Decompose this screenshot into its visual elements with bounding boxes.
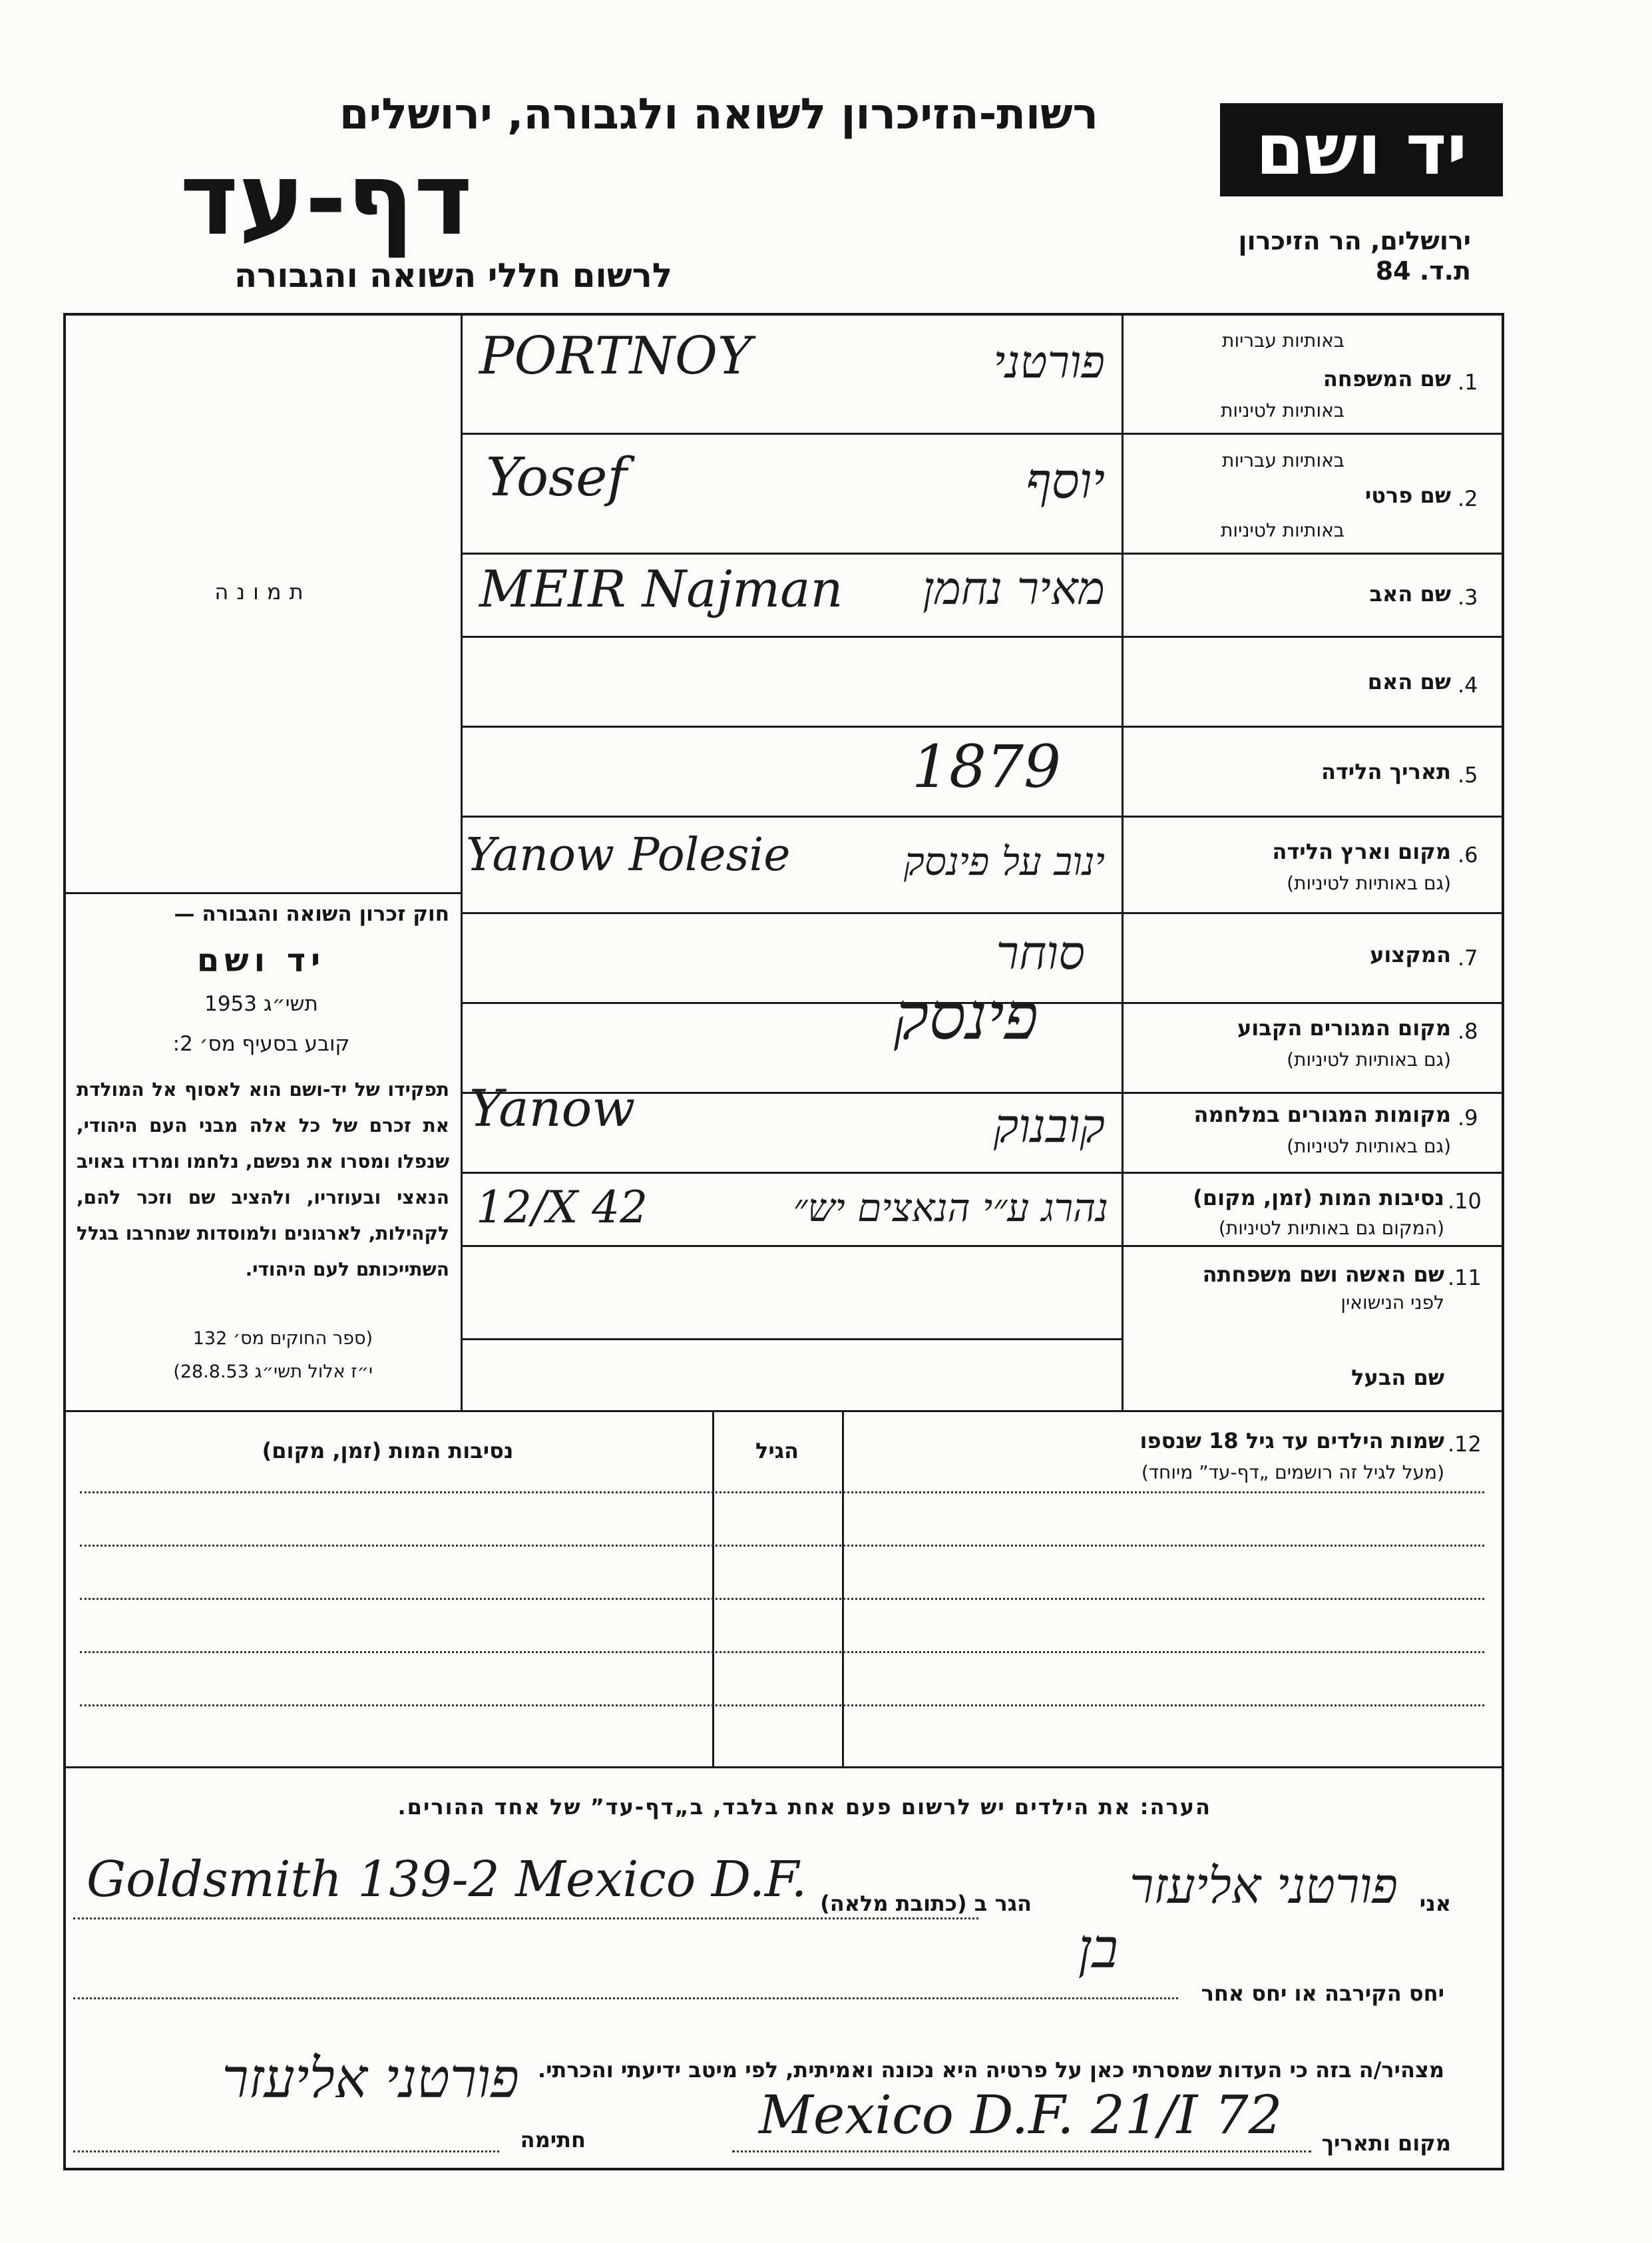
value-sep xyxy=(461,433,1124,435)
field-9-hint: (גם באותיות לטיניות) xyxy=(1287,1135,1451,1157)
children-age-header: הגיל xyxy=(755,1438,799,1463)
field-2-latin-hint: באותיות לטיניות xyxy=(1221,519,1344,541)
field-4-number: .4 xyxy=(1458,672,1478,698)
row-sep xyxy=(1122,636,1504,638)
field-2-hebrew-hint: באותיות עבריות xyxy=(1222,449,1344,471)
birth-date-value: 1879 xyxy=(912,732,1061,801)
row-sep xyxy=(1122,553,1504,555)
divider-photo-bottom xyxy=(63,892,463,894)
declaration-text: מצהיר/ה בזה כי העדות שמסרתי כאן על פרטיה היא נכונה ואמיתית, לפי מיטב ידיעתי והכרתי. xyxy=(537,2057,1444,2083)
field-8-hint: (גם באותיות לטיניות) xyxy=(1287,1049,1451,1071)
value-sep xyxy=(461,636,1124,638)
children-row-line xyxy=(80,1545,1484,1547)
law-title: חוק זכרון השואה והגבורה — xyxy=(174,902,449,926)
relation-label: יחס הקירבה או יחס אחר xyxy=(1201,1981,1444,2006)
field-10-label: נסיבות המות (זמן, מקום) xyxy=(1193,1185,1444,1210)
witness-relation: בן xyxy=(1078,1917,1118,1981)
war-residence-latin: Yanow xyxy=(469,1079,636,1138)
field-1-number: .1 xyxy=(1458,370,1478,395)
value-sep xyxy=(461,1245,1124,1247)
law-year: תשי״ג 1953 xyxy=(204,992,318,1016)
field-2-label: שם פרטי xyxy=(1364,483,1451,508)
value-sep xyxy=(461,816,1124,818)
field-11-number: .11 xyxy=(1448,1265,1482,1290)
value-sep xyxy=(461,1172,1124,1174)
yad-vashem-logo: יד ושם xyxy=(1220,103,1503,196)
row-sep xyxy=(1122,1092,1504,1094)
children-row-line xyxy=(80,1651,1484,1653)
birth-place-latin: Yanow Polesie xyxy=(466,829,791,881)
place-and-date-value: Mexico D.F. 21/I 72 xyxy=(759,2084,1283,2146)
father-name-latin: MEIR Najman xyxy=(479,559,843,619)
field-10-hint: (המקום גם באותיות לטיניות) xyxy=(1218,1217,1444,1239)
profession-value: סוחר xyxy=(996,925,1085,980)
children-col-divider xyxy=(712,1410,714,1766)
authority-title: רשות-הזיכרון לשואה ולגבורה, ירושלים xyxy=(339,90,1098,139)
field-1-hebrew-hint: באותיות עבריות xyxy=(1222,330,1344,352)
residence-value: פינסק xyxy=(893,979,1038,1055)
row-sep xyxy=(1122,726,1504,728)
witness-signature: פורטני אליעזר xyxy=(222,2047,519,2111)
children-row-line xyxy=(80,1598,1484,1600)
field-8-number: .8 xyxy=(1458,1019,1478,1044)
field-11-label: שם האשה ושם משפחתה xyxy=(1202,1262,1444,1287)
field-3-number: .3 xyxy=(1458,585,1478,610)
photo-placeholder-label: תמונה xyxy=(214,579,311,605)
field-12-label: שמות הילדים עד גיל 18 שנספו xyxy=(1139,1428,1444,1453)
document-subtitle: לרשום חללי השואה והגבורה xyxy=(234,256,672,295)
law-name: יד ושם xyxy=(196,942,326,979)
children-row-line xyxy=(80,1704,1484,1706)
row-sep xyxy=(1122,433,1504,435)
signature-label: חתימה xyxy=(520,2127,586,2152)
law-body: תפקידו של יד-ושם הוא לאסוף אל המולדת את זכרם של כל אלה מבני העם היהודי, שנפלו ומסרו את נפשם, נלחמו ומרדו באויב הנאצי ובעוזריו, ולהציב שם וזכר להם, לקהילות, לארגונים ולמוסדות שנחרבו בגלל השתייכותם לעם היהודי. xyxy=(77,1079,449,1280)
row-sep xyxy=(1122,1172,1504,1174)
field-12-number: .12 xyxy=(1448,1431,1482,1457)
law-reference-2: י״ז אלול תשי״ג 28.8.53) xyxy=(173,1362,373,1382)
field-1-latin-hint: באותיות לטיניות xyxy=(1221,399,1344,421)
field-7-number: .7 xyxy=(1458,945,1478,971)
birth-place-hebrew: ינוב על פינסק xyxy=(903,839,1105,884)
address-line-2: ת.ד. 84 xyxy=(1375,256,1471,286)
children-section-top xyxy=(63,1410,1504,1412)
field-12-hint: (מעל לגיל זה רושמים „דף-עד” מיוחד) xyxy=(1141,1461,1444,1483)
field-9-number: .9 xyxy=(1458,1105,1478,1130)
witness-name: פורטני אליעזר xyxy=(1129,1858,1398,1915)
field-6-number: .6 xyxy=(1458,842,1478,868)
row-sep xyxy=(1122,912,1504,914)
father-name-hebrew: מאיר נחמן xyxy=(923,563,1105,615)
value-sep xyxy=(461,912,1124,914)
field-2-number: .2 xyxy=(1458,486,1478,511)
relation-line xyxy=(73,1997,1178,1999)
field-4-label: שם האם xyxy=(1367,669,1451,694)
first-name-hebrew: יוסף xyxy=(1026,453,1105,510)
children-col-divider xyxy=(842,1410,844,1766)
children-row-line xyxy=(80,1491,1484,1493)
first-name-latin: Yosef xyxy=(486,446,628,508)
place-date-label: מקום ותאריך xyxy=(1321,2130,1451,2156)
children-section-bottom xyxy=(63,1766,1504,1768)
field-5-number: .5 xyxy=(1458,762,1478,788)
signature-line xyxy=(73,2150,499,2152)
address-line-1: ירושלים, הר הזיכרון xyxy=(1238,226,1471,256)
row-sep xyxy=(1122,1245,1504,1247)
law-section: קובע בסעיף מס׳ 2: xyxy=(172,1032,350,1056)
document-title: דף-עד xyxy=(180,142,473,258)
field-7-label: המקצוע xyxy=(1370,942,1451,967)
family-name-latin: PORTNOY xyxy=(479,326,752,386)
field-10-number: .10 xyxy=(1448,1188,1482,1214)
value-sep xyxy=(461,1338,1124,1340)
field-8-label: מקום המגורים הקבוע xyxy=(1237,1015,1451,1041)
value-sep xyxy=(461,553,1124,555)
field-3-label: שם האב xyxy=(1369,581,1451,607)
field-6-hint: (גם באותיות לטיניות) xyxy=(1287,872,1451,894)
children-death-header: נסיבות המות (זמן, מקום) xyxy=(262,1438,514,1463)
row-sep xyxy=(1122,816,1504,818)
war-residence-hebrew: קובנוק xyxy=(993,1099,1105,1153)
witness-address: Goldsmith 139-2 Mexico D.F. xyxy=(87,1851,807,1908)
residing-label: הגר ב (כתובת מלאה) xyxy=(820,1891,1032,1916)
field-5-label: תאריך הלידה xyxy=(1321,759,1451,784)
law-reference-1: (ספר החוקים מס׳ 132 xyxy=(192,1328,373,1349)
death-circumstances-hebrew: נהרג ע״י הנאצים יש״ xyxy=(793,1185,1108,1230)
place-date-line xyxy=(732,2150,1311,2152)
children-note: הערה: את הילדים יש לרשום פעם אחת בלבד, ב„דף-עד” של אחד ההורים. xyxy=(397,1794,1211,1820)
field-11-hint: לפני הנישואין xyxy=(1341,1292,1444,1314)
family-name-hebrew: פורטני xyxy=(993,336,1105,389)
value-sep xyxy=(461,726,1124,728)
field-1-label: שם המשפחה xyxy=(1323,366,1451,391)
row-sep xyxy=(1122,1002,1504,1004)
death-date-value: 12/X 42 xyxy=(476,1182,648,1233)
i-am-label: אני xyxy=(1419,1891,1451,1916)
address-line xyxy=(73,1917,978,1919)
husband-label: שם הבעל xyxy=(1351,1365,1444,1390)
field-9-label: מקומות המגורים במלחמה xyxy=(1193,1102,1451,1127)
field-6-label: מקום וארץ הלידה xyxy=(1272,839,1451,864)
